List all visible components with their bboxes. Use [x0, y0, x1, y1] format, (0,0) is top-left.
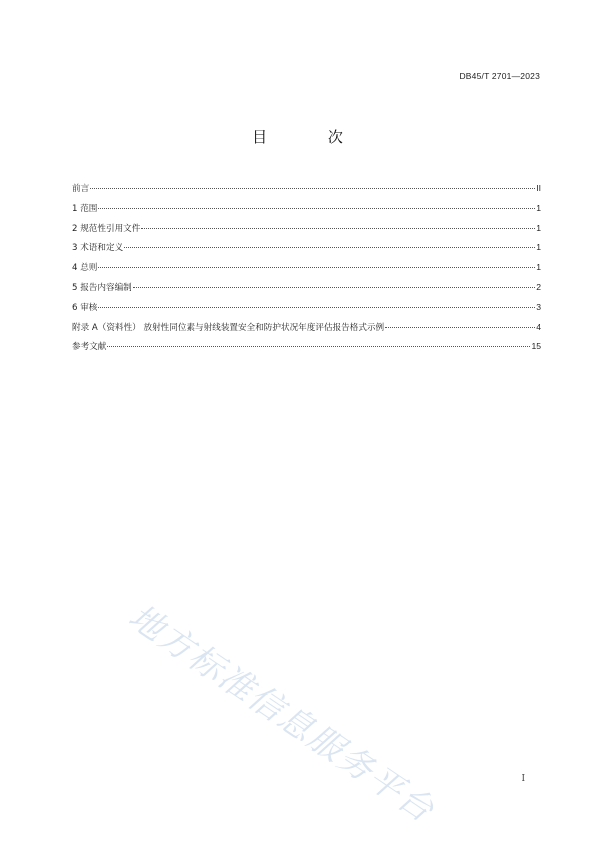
- toc-entry-bibliography[interactable]: [72, 338, 541, 358]
- toc-entry-label: 参考文献: [72, 342, 107, 353]
- toc-entry-page: 3: [536, 301, 541, 312]
- page-title: 目 次: [252, 128, 371, 146]
- table-of-contents: [72, 180, 541, 358]
- toc-entry-page: 1: [536, 222, 541, 233]
- toc-entry-label: 前言: [72, 184, 90, 194]
- toc-entry-appendix-a[interactable]: [72, 319, 541, 339]
- toc-leader-dots: [124, 247, 535, 248]
- toc-leader-dots: [98, 267, 535, 268]
- toc-entry-label: 1 范围: [72, 203, 98, 214]
- toc-leader-dots: [107, 346, 530, 347]
- toc-entry-page: 1: [536, 262, 541, 273]
- toc-entry-label: 2 规范性引用文件: [72, 223, 141, 234]
- toc-entry-general[interactable]: [72, 259, 541, 279]
- toc-leader-dots: [141, 228, 535, 229]
- toc-leader-dots: [90, 188, 535, 189]
- toc-entry-label: 3 术语和定义: [72, 243, 124, 254]
- toc-entry-label: 5 报告内容编制: [72, 282, 132, 293]
- toc-entry-label: 附录 A（资料性） 放射性同位素与射线装置安全和防护状况年度评估报告格式示例: [72, 322, 385, 333]
- toc-entry-page: 2: [536, 281, 541, 292]
- toc-entry-report-content[interactable]: [72, 279, 541, 299]
- toc-entry-scope[interactable]: [72, 200, 541, 220]
- document-code: DB45/T 2701—2023: [459, 71, 540, 81]
- toc-entry-label: 4 总则: [72, 263, 98, 274]
- watermark-text: 地方标准信息服务平台: [121, 596, 442, 832]
- toc-entry-page: 15: [531, 341, 541, 352]
- toc-entry-review[interactable]: [72, 299, 541, 319]
- toc-entry-normative-references[interactable]: [72, 220, 541, 240]
- toc-entry-page: 1: [536, 202, 541, 213]
- toc-leader-dots: [133, 287, 535, 288]
- toc-leader-dots: [98, 307, 535, 308]
- toc-leader-dots: [98, 208, 535, 209]
- toc-entry-foreword[interactable]: [72, 180, 541, 200]
- toc-entry-page: II: [536, 183, 541, 193]
- toc-leader-dots: [385, 327, 535, 328]
- toc-entry-page: 4: [536, 321, 541, 332]
- toc-entry-page: 1: [536, 242, 541, 253]
- toc-entry-terms-definitions[interactable]: [72, 239, 541, 259]
- toc-entry-label: 6 审核: [72, 302, 98, 313]
- page-number: I: [521, 774, 525, 784]
